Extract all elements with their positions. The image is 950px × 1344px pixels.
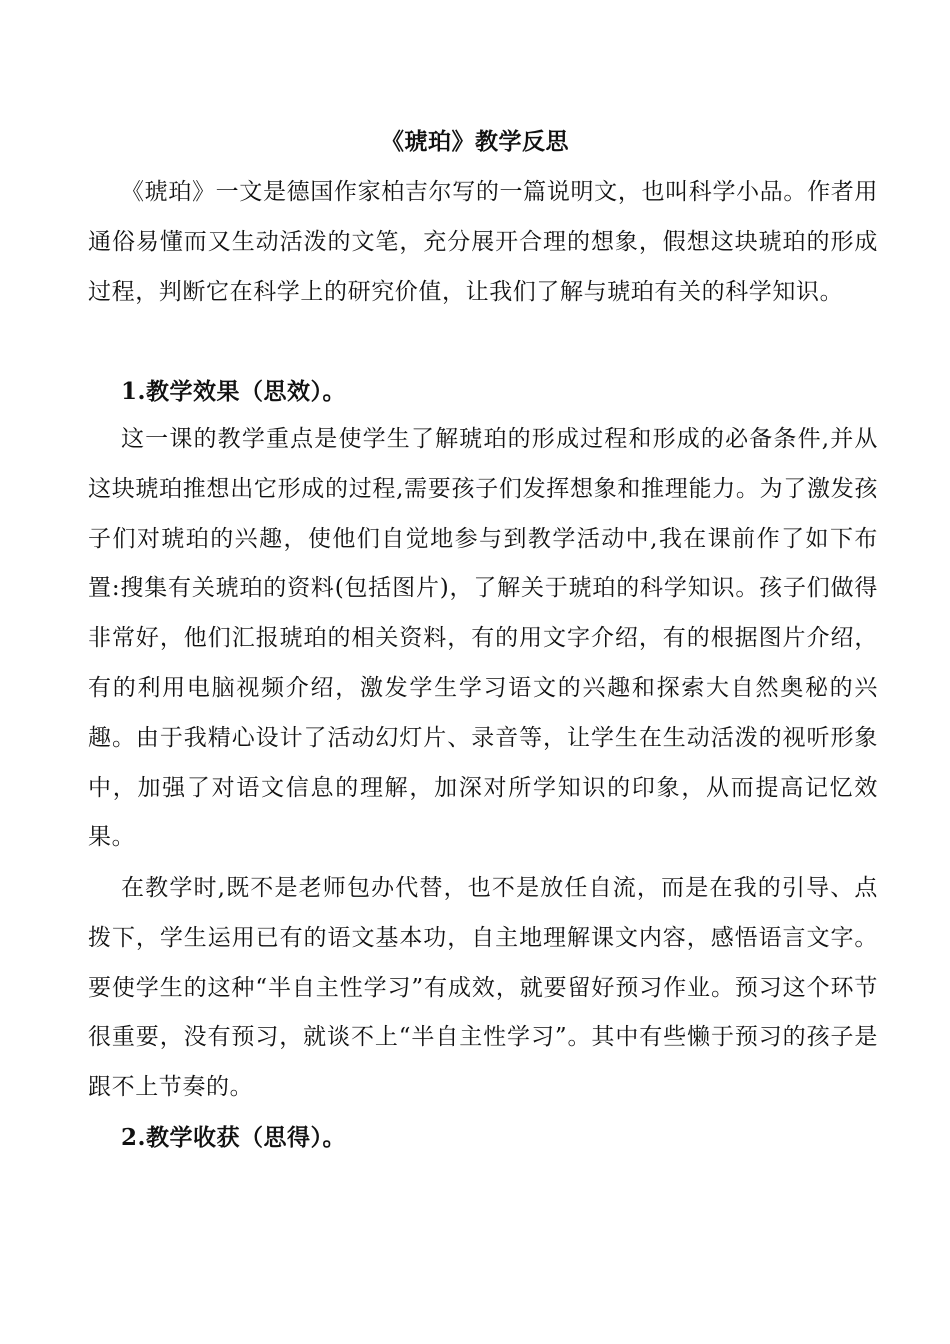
- document-title: 《琥珀》教学反思: [381, 128, 569, 155]
- section-2-heading: 2.教学收获（思得）。: [121, 1124, 347, 1151]
- section-1-paragraph-1: 这一课的教学重点是使学生了解琥珀的形成过程和形成的必备条件,并从这块琥珀推想出它形成的过程,需要孩子们发挥想象和推理能力。为了激发孩子们对琥珀的兴趣，使他们自觉地参与到教学活动中,我在课前作了如下布置:搜集有关琥珀的资料(包括图片)，了解关于琥珀的科学知识。孩子们做得非常好，他们汇报琥珀的相关资料，有的用文字介绍，有的根据图片介绍，有的利用电脑视频介绍，激发学生学习语文的兴趣和探索大自然奥秘的兴趣。由于我精心设计了活动幻灯片、录音等，让学生在生动活泼的视听形象中，加强了对语文信息的理解，加深对所学知识的印象，从而提高记忆效果。: [88, 426, 878, 851]
- section-1-paragraph-2: 在教学时,既不是老师包办代替，也不是放任自流，而是在我的引导、点拨下，学生运用已有的语文基本功，自主地理解课文内容，感悟语言文字。要使学生的这种“半自主性学习”有成效，就要留好预习作业。预习这个环节很重要，没有预习，就谈不上“半自主性学习”。其中有些懒于预习的孩子是跟不上节奏的。: [88, 875, 878, 1101]
- intro-paragraph: 《琥珀》一文是德国作家柏吉尔写的一篇说明文，也叫科学小品。作者用通俗易懂而又生动活泼的文笔，充分展开合理的想象，假想这块琥珀的形成过程，判断它在科学上的研究价值，让我们了解与琥珀有关的科学知识。: [88, 179, 878, 305]
- section-1-heading: 1.教学效果（思效）。: [121, 378, 347, 405]
